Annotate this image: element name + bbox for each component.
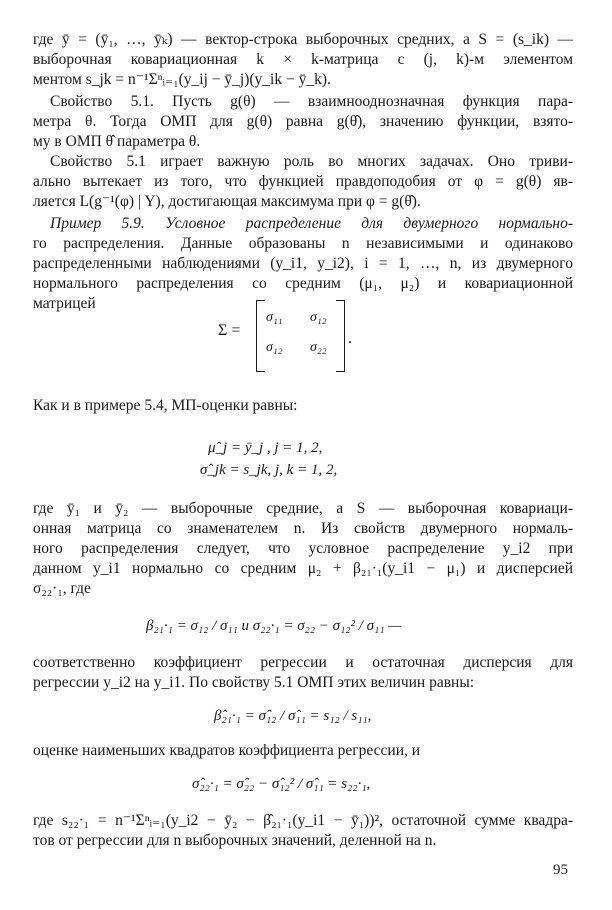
text-line: σ₂₂·₁, где (33, 580, 91, 597)
text-line: го распределения. Данные образованы n независимыми и одинаково (33, 235, 573, 252)
text-line: ально вытекает из того, что функцией правдоподобия от φ = g(θ) яв- (33, 173, 573, 190)
text-line: матрицей (33, 295, 96, 312)
text-line: му в ОМП θ̂ параметра θ. (33, 133, 201, 150)
text-line: выборочная ковариационная k × k-матрица с (j, k)-м элементом (33, 51, 573, 68)
equation: β₂₁·₁ = σ₁₂ / σ₁₁ и σ₂₂·₁ = σ₂₂ − σ₁₂² / σ₁₁ — (146, 618, 402, 634)
text-line: тов от регрессии для n выборочных значений, деленной на n. (33, 832, 437, 849)
text-line: распределенными наблюдениями (y_i1, y_i2), i = 1, …, n, из двумерного (33, 255, 573, 272)
matrix-cell: σ₂₂ (310, 340, 327, 355)
matrix-label: Σ = (218, 322, 241, 339)
matrix-cell: σ₁₁ (266, 310, 283, 325)
matrix-trail: . (348, 330, 352, 347)
text-line: нормального распределения со средним (μ₁, μ₂) и ковариационной (33, 275, 573, 292)
matrix-cell: σ₁₂ (310, 310, 327, 325)
text-line: оценке наименьших квадратов коэффициента регрессии, и (33, 742, 421, 759)
text-line: Свойство 5.1 играет важную роль во многих задачах. Оно триви- (50, 153, 573, 170)
page-number: 95 (553, 862, 568, 878)
matrix-left-bracket (256, 300, 265, 372)
text-line: ного распределения следует, что условное распределение y_i2 при (33, 540, 573, 557)
text-line: Свойство 5.1. Пусть g(θ) — взаимнооднозначная функция пара- (50, 93, 573, 110)
equation: σ̂_jk = s_jk, j, k = 1, 2, (200, 462, 338, 478)
text-line: где ȳ₁ и ȳ₂ — выборочные средние, а S — выборочная ковариаци- (33, 500, 573, 517)
text-line: данном y_i1 нормально со средним μ₂ + β₂₁·₁(y_i1 − μ₁) и дисперсией (33, 560, 573, 577)
text-line: соответственно коэффициент регрессии и остаточная дисперсия для (33, 654, 573, 671)
matrix-right-bracket (336, 300, 345, 372)
text-line: Как и в примере 5.4, МП-оценки равны: (33, 397, 298, 414)
text-line: регрессии y_i2 на y_i1. По свойству 5.1 ОМП этих величин равны: (33, 674, 475, 691)
matrix-cell: σ₁₂ (266, 340, 283, 355)
text-line: ментом s_jk = n⁻¹Σⁿᵢ₌₁(y_ij − ȳ_j)(y_ik − ȳ_k). (33, 71, 331, 88)
text-line: Пример 5.9. Условное распределение для двумерного нормально- (50, 215, 573, 232)
text-line: где s₂₂·₁ = n⁻¹Σⁿᵢ₌₁(y_i2 − ȳ₂ − β̂₂₁·₁(y_i1 − ȳ₁))², остаточной сумме квадра- (33, 812, 573, 829)
equation: μ̂_j = ȳ_j , j = 1, 2, (208, 440, 323, 456)
text-line: где ȳ = (ȳ₁, …, ȳₖ) — вектор-строка выборочных средних, а S = (s_ik) — (33, 31, 573, 48)
text-line: метра θ. Тогда ОМП для g(θ) равна g(θ̂), значению функции, взято- (33, 113, 573, 130)
text-line: онная матрица со знаменателем n. Из свойств двумерного нормаль- (33, 520, 573, 537)
equation: σ̂₂₂·₁ = σ̂₂₂ − σ̂₁₂² / σ̂₁₁ = s₂₂·₁, (192, 776, 371, 792)
covariance-matrix (218, 300, 378, 370)
text-line: ляется L(g⁻¹(φ) | Y), достигающая максимума при φ = g(θ̂). (33, 193, 421, 210)
equation: β̂₂₁·₁ = σ̂₁₂ / σ̂₁₁ = s₁₂ / s₁₁, (214, 708, 372, 724)
